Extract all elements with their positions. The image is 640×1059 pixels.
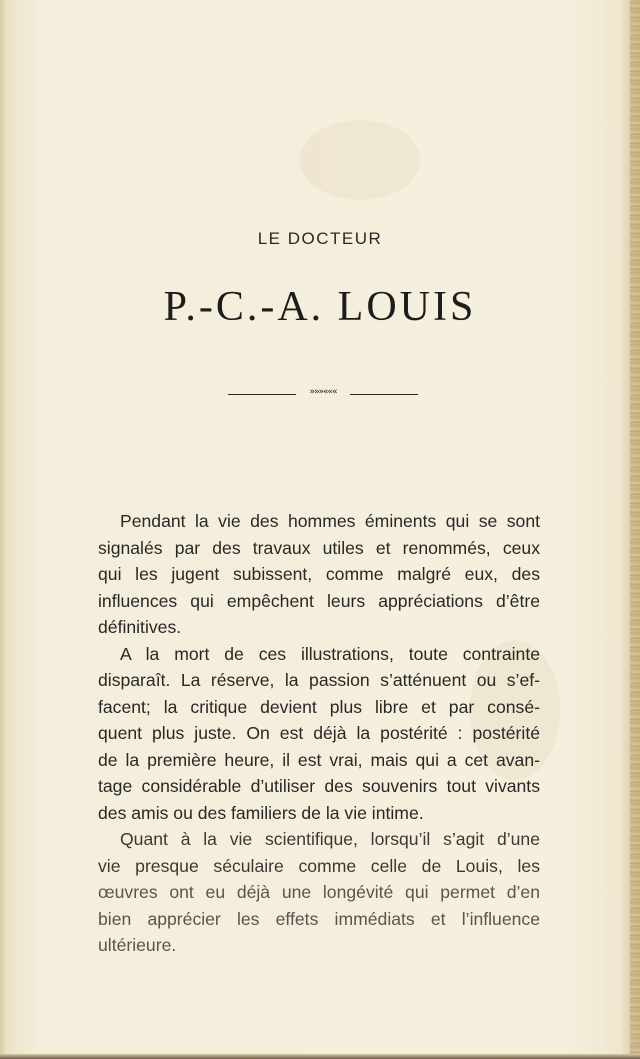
text-line: définitives. [98,617,182,637]
text-line: facent; la critique devient plus libre et par consé- [98,696,540,717]
text-line: vie presque séculaire comme celle de Louis, les [98,855,540,876]
text-line: signalés par des travaux utiles et renommés, ceux [98,537,540,558]
page-edge [630,0,640,1059]
body-text [98,508,540,959]
text-line: des amis ou des familiers de la vie intime. [98,802,424,823]
text-line: bien apprécier les effets immédiats et l’influence [98,908,540,929]
text-line: ultérieure. [98,935,177,955]
paper-stain [300,120,420,200]
text-line: qui les jugent subissent, comme malgré eux, des [98,564,540,584]
paragraph-3 [98,826,540,959]
ornament-glyphs: »»»««« [309,387,337,397]
text-line: Quant à la vie scientifique, lorsqu’il s’agit d’une [120,829,540,849]
text-line: A la mort de ces illustrations, toute contrainte [120,643,540,664]
text-line: de la première heure, il est vrai, mais qui a cet avan- [98,749,540,770]
text-line: Pendant la vie des hommes éminents qui se sont [120,511,540,531]
text-line: influences qui empêchent leurs appréciations d’être [98,590,540,611]
text-line: disparaît. La réserve, la passion s’atténuent ou s’ef- [98,670,540,690]
running-head: LE DOCTEUR [257,229,383,248]
page-title: P.-C.-A. LOUIS [163,284,477,330]
ornament-rule [228,387,418,400]
ornament-line-right [350,394,418,395]
ornament-line-left [228,394,296,395]
page-bottom-edge [0,1054,640,1059]
text-line: tage considérable d’utiliser des souvenirs tout vivants [98,776,540,796]
text-line: quent plus juste. On est déjà la postérité : postérité [98,723,540,743]
paragraph-1 [98,508,540,641]
paragraph-2 [98,641,540,827]
page-gutter [0,0,7,1059]
text-line: œuvres ont eu déjà une longévité qui permet d’en [98,882,540,902]
